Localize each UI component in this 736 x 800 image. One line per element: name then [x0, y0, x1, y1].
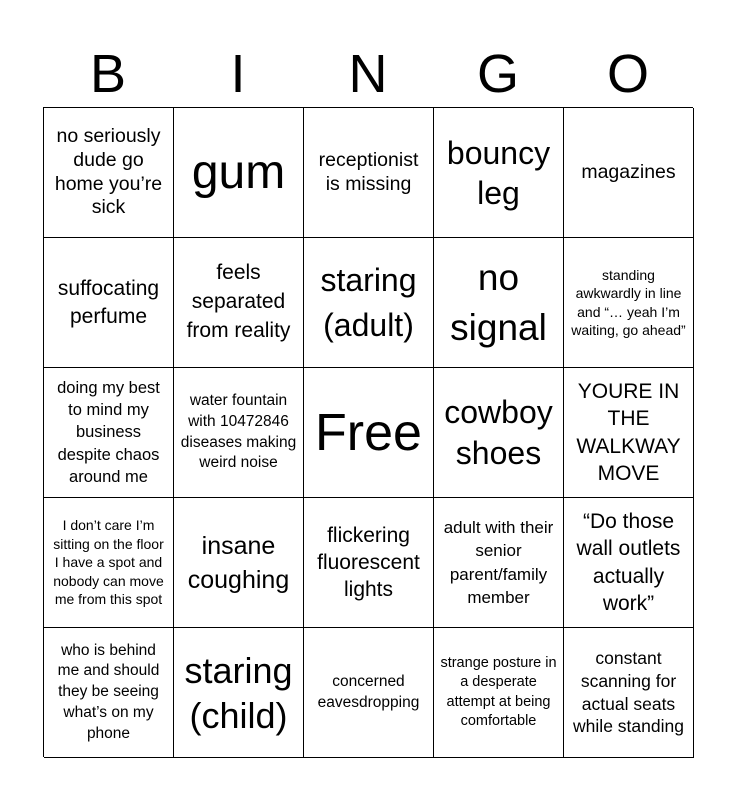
header-letter-n: N [348, 44, 388, 104]
cell-text: cowboy shoes [444, 394, 553, 471]
cell-text: strange posture in a desperate attempt at being comfortable [440, 654, 557, 729]
bingo-cell-r5c5[interactable] [564, 628, 694, 758]
bingo-cell-r4c5[interactable] [564, 498, 694, 628]
bingo-board [43, 107, 693, 757]
bingo-cell-r3c2[interactable] [174, 368, 304, 498]
header-letter-i: I [230, 44, 246, 104]
header-letter-o: O [606, 44, 649, 104]
cell-text: staring (child) [184, 649, 293, 736]
bingo-cell-r5c1[interactable] [44, 628, 174, 758]
bingo-cell-r2c2[interactable] [174, 238, 304, 368]
cell-text: no signal [450, 256, 547, 348]
cell-text: concerned eavesdropping [317, 672, 420, 711]
cell-text: I don’t care I’m sitting on the floor I have a spot and nobody can move me from this spot [53, 517, 164, 608]
bingo-cell-r4c2[interactable] [174, 498, 304, 628]
bingo-cell-r5c2[interactable] [174, 628, 304, 758]
bingo-cell-r2c5[interactable] [564, 238, 694, 368]
bingo-cell-r3c5[interactable] [564, 368, 694, 498]
cell-text: who is behind me and should they be seeing what’s on my phone [57, 641, 160, 742]
cell-text: doing my best to mind my business despite chaos around me [57, 379, 160, 486]
bingo-cell-r2c3[interactable] [304, 238, 434, 368]
bingo-cell-r5c3[interactable] [304, 628, 434, 758]
bingo-cell-r3c1[interactable] [44, 368, 174, 498]
bingo-cell-r1c2[interactable] [174, 108, 304, 238]
bingo-cell-r4c1[interactable] [44, 498, 174, 628]
cell-text: constant scanning for actual seats while standing [573, 648, 684, 737]
cell-text: bouncy leg [446, 134, 551, 211]
bingo-cell-r2c1[interactable] [44, 238, 174, 368]
cell-text: receptionist is missing [318, 148, 419, 195]
bingo-cell-r1c5[interactable] [564, 108, 694, 238]
bingo-cell-free[interactable] [304, 368, 434, 498]
bingo-cell-r1c4[interactable] [434, 108, 564, 238]
bingo-cell-r2c4[interactable] [434, 238, 564, 368]
cell-text: magazines [581, 160, 676, 183]
bingo-cell-r1c3[interactable] [304, 108, 434, 238]
cell-text: staring (adult) [320, 262, 417, 343]
cell-text: standing awkwardly in line and “… yeah I’m waiting, go ahead” [571, 266, 686, 338]
bingo-cell-r5c4[interactable] [434, 628, 564, 758]
bingo-cell-r3c4[interactable] [434, 368, 564, 498]
cell-text: water fountain with 10472846 diseases making weird noise [180, 391, 297, 472]
cell-text: adult with their senior parent/family member [443, 517, 554, 607]
bingo-cell-r4c4[interactable] [434, 498, 564, 628]
cell-text: suffocating perfume [57, 277, 160, 328]
cell-text: gum [191, 145, 286, 199]
cell-text: flickering fluorescent lights [317, 523, 420, 602]
bingo-cell-r1c1[interactable] [44, 108, 174, 238]
bingo-header [43, 40, 693, 108]
cell-text: YOURE IN THE WALKWAY MOVE [576, 379, 681, 485]
cell-text: Free [315, 403, 422, 462]
header-letter-b: B [89, 44, 127, 104]
bingo-cell-r4c3[interactable] [304, 498, 434, 628]
cell-text: insane coughing [187, 531, 290, 594]
header-letter-g: G [476, 44, 519, 104]
cell-text: feels separated from reality [186, 261, 291, 342]
cell-text: “Do those wall outlets actually work” [576, 509, 681, 615]
cell-text: no seriously dude go home you’re sick [54, 124, 163, 219]
